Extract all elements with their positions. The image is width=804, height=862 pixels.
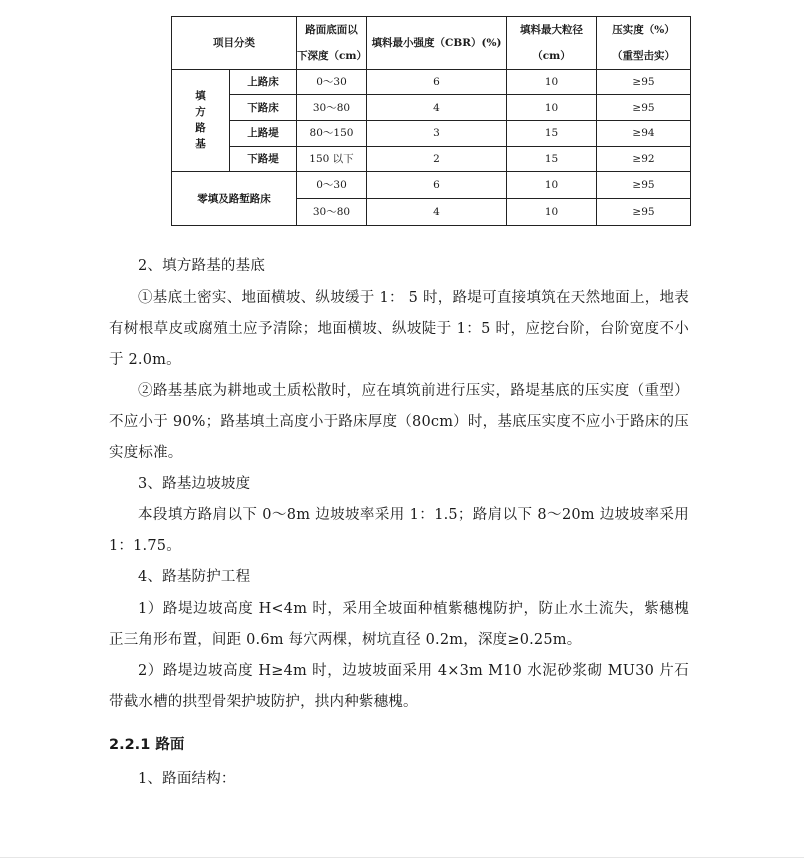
row-particle: 15 [507, 120, 597, 146]
row-name: 下路床 [230, 95, 297, 121]
row-depth: 80～150 [297, 120, 367, 146]
header-particle-line1: 填料最大粒径 [507, 17, 597, 43]
row-cbr: 4 [367, 95, 507, 121]
row-name: 下路堤 [230, 146, 297, 172]
row-particle: 10 [507, 95, 597, 121]
header-particle-line2: （cm） [507, 43, 597, 69]
paragraph-base-2: ②路基基底为耕地或土质松散时，应在填筑前进行压实，路堤基底的压实度（重型）不应小于 90%；路基填土高度小于路床厚度（80cm）时，基底压实度不应小于路床的压实度标准。 [109, 383, 689, 461]
row-compaction: ≥95 [597, 172, 691, 199]
header-category: 项目分类 [172, 17, 297, 70]
row-name: 上路堤 [230, 120, 297, 146]
row-cbr: 4 [367, 199, 507, 226]
table-header-row [172, 17, 691, 43]
row-cbr: 6 [367, 69, 507, 95]
header-cbr: 填料最小强度（CBR）(%) [367, 17, 507, 70]
row-depth: 150 以下 [297, 146, 367, 172]
cut-group-label: 零填及路堑路床 [172, 172, 297, 226]
row-particle: 15 [507, 146, 597, 172]
table-row [172, 120, 691, 146]
row-cbr: 2 [367, 146, 507, 172]
heading-pavement: 1、路面结构： [138, 771, 236, 787]
row-cbr: 3 [367, 120, 507, 146]
row-depth: 0～30 [297, 69, 367, 95]
header-compaction-line1: 压实度（%） [597, 17, 691, 43]
page-divider [0, 857, 804, 858]
header-depth-line1: 路面底面以 [297, 17, 367, 43]
paragraph-protection-1: 1）路堤边坡高度 H<4m 时，采用全坡面种植紫穗槐防护，防止水土流失，紫穗槐正三角形布置，间距 0.6m 每穴两棵，树坑直径 0.2m，深度≥0.25m。 [109, 601, 689, 648]
section-title: 2.2.1 路面 [109, 737, 185, 753]
row-particle: 10 [507, 172, 597, 199]
row-depth: 30～80 [297, 95, 367, 121]
row-name: 上路床 [230, 69, 297, 95]
row-compaction: ≥95 [597, 95, 691, 121]
table-row [172, 146, 691, 172]
header-depth-line2: 下深度（cm） [297, 43, 367, 69]
paragraph-slope: 本段填方路肩以下 0～8m 边坡坡率采用 1：1.5；路肩以下 8～20m 边坡坡率采用 1：1.75。 [109, 507, 689, 554]
row-particle: 10 [507, 69, 597, 95]
row-particle: 10 [507, 199, 597, 226]
row-compaction: ≥92 [597, 146, 691, 172]
fill-group-label: 填方路基 [172, 69, 230, 172]
header-compaction-line2: （重型击实） [597, 43, 691, 69]
table-row [172, 172, 691, 199]
table-row [172, 69, 691, 95]
row-depth: 30～80 [297, 199, 367, 226]
roadbed-spec-table [171, 16, 691, 226]
paragraph-protection-2: 2）路堤边坡高度 H≥4m 时，边坡坡面采用 4×3m M10 水泥砂浆砌 MU30 片石带截水槽的拱型骨架护坡防护，拱内种紫穗槐。 [109, 663, 689, 710]
heading-slope: 3、路基边坡坡度 [138, 476, 251, 492]
row-compaction: ≥95 [597, 69, 691, 95]
heading-protection: 4、路基防护工程 [138, 569, 251, 585]
row-cbr: 6 [367, 172, 507, 199]
row-compaction: ≥95 [597, 199, 691, 226]
row-compaction: ≥94 [597, 120, 691, 146]
paragraph-base-1: ①基底土密实、地面横坡、纵坡缓于 1： 5 时，路堤可直接填筑在天然地面上，地表有树根草皮或腐殖土应予清除；地面横坡、纵坡陡于 1：5 时，应挖台阶，台阶宽度不小于 2.0m。 [109, 290, 689, 368]
row-depth: 0～30 [297, 172, 367, 199]
heading-base: 2、填方路基的基底 [138, 258, 266, 274]
table-row [172, 95, 691, 121]
